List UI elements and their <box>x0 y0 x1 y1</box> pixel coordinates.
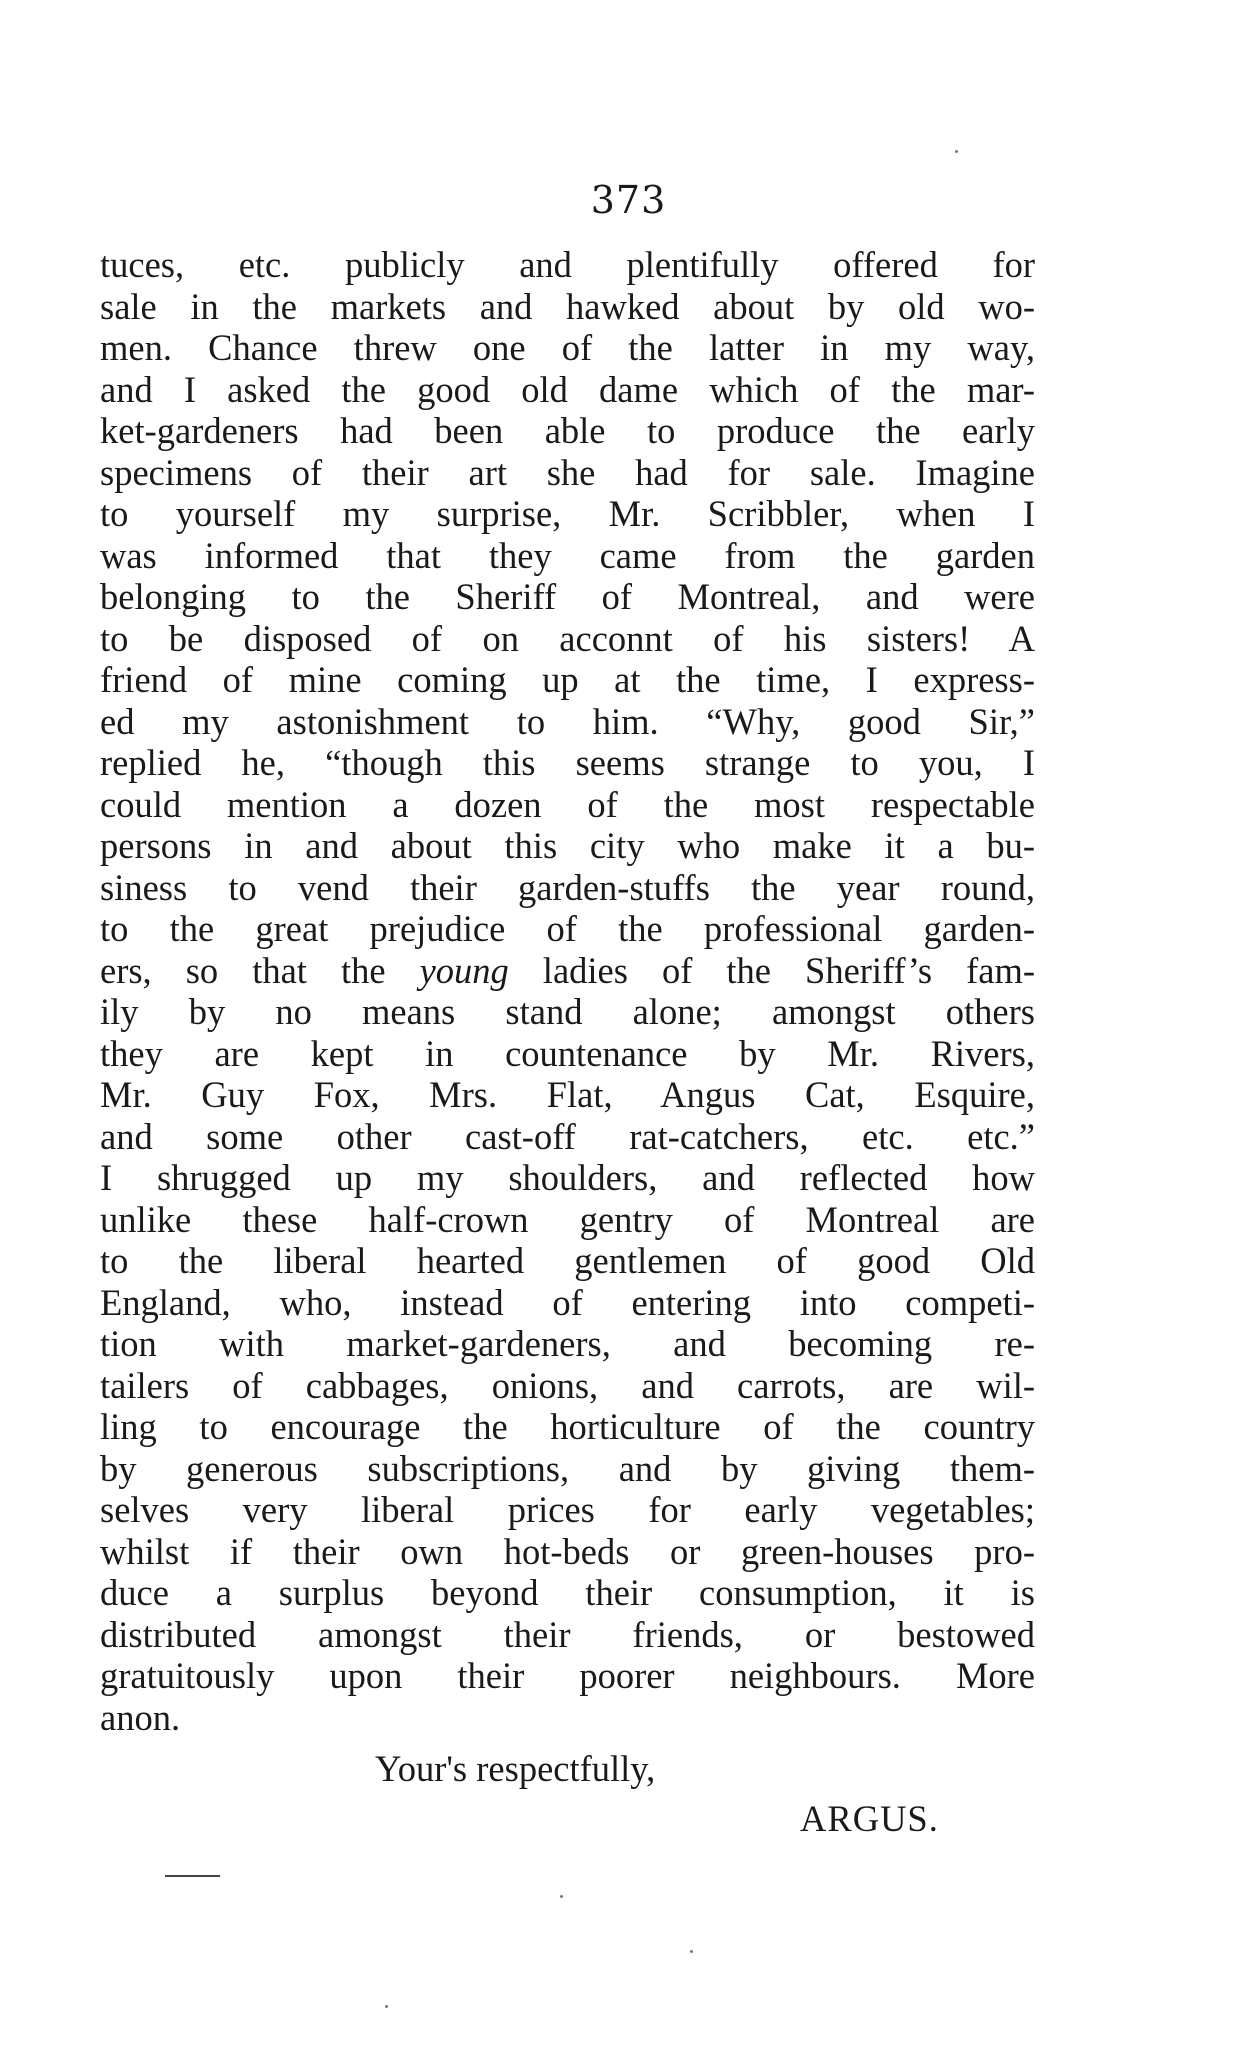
text-line: men. Chance threw one of the latter in my way, <box>100 327 1035 368</box>
text-line: was informed that they came from the garden <box>100 534 1035 576</box>
ink-speck <box>560 1895 563 1898</box>
text-line: tuces, etc. publicly and plentifully offered for <box>100 244 1035 285</box>
text-line: distributed amongst their friends, or bestowed <box>100 1613 1035 1655</box>
text-line: could mention a dozen of the most respectable <box>100 783 1035 825</box>
text-line: ed my astonishment to him. “Why, good Sir,” <box>100 700 1035 742</box>
text-line: to yourself my surprise, Mr. Scribbler, when I <box>100 493 1035 534</box>
text-line: ily by no means stand alone; amongst others <box>100 991 1035 1032</box>
text-line: sale in the markets and hawked about by old wo- <box>100 285 1035 327</box>
text-line: anon. <box>100 1696 181 1738</box>
text-line: to be disposed of on acconnt of his sisters! A <box>100 617 1035 659</box>
text-line: friend of mine coming up at the time, I express- <box>100 659 1035 700</box>
text-line-italic-young: ers, so that the young ladies of the Sheriff’s fam- <box>100 949 1036 991</box>
text-line: Mr. Guy Fox, Mrs. Flat, Angus Cat, Esquire, <box>100 1074 1035 1115</box>
text-line: unlike these half-crown gentry of Montreal are <box>100 1198 1035 1240</box>
text-line: gratuitously upon their poorer neighbours. More <box>100 1655 1035 1696</box>
text-line: tailers of cabbages, onions, and carrots, are wil- <box>100 1364 1035 1406</box>
text-line: they are kept in countenance by Mr. Rivers, <box>100 1032 1035 1074</box>
text-line: selves very liberal prices for early vegetables; <box>100 1489 1035 1530</box>
text-line: and I asked the good old dame which of the mar- <box>100 368 1035 410</box>
text-line: to the great prejudice of the professional garden- <box>100 908 1035 949</box>
text-line: and some other cast-off rat-catchers, etc. etc.” <box>100 1115 1035 1157</box>
letter-signature: ARGUS. <box>800 1798 939 1839</box>
text-line: belonging to the Sheriff of Montreal, and were <box>100 576 1035 617</box>
text-line: persons in and about this city who make it a bu- <box>100 825 1035 866</box>
text-line: ket-gardeners had been able to produce the early <box>100 410 1035 451</box>
ink-speck <box>385 2005 388 2008</box>
text-line: I shrugged up my shoulders, and reflected how <box>100 1157 1035 1198</box>
text-line: to the liberal hearted gentlemen of good Old <box>100 1240 1035 1281</box>
letter-body <box>100 244 1035 1738</box>
text-line: specimens of their art she had for sale. Imagine <box>100 451 1035 493</box>
text-line: siness to vend their garden-stuffs the year round, <box>100 866 1035 908</box>
text-line: replied he, “though this seems strange to you, I <box>100 742 1035 783</box>
letter-closing: Your's respectfully, <box>375 1748 656 1789</box>
text-line: duce a surplus beyond their consumption, it is <box>100 1572 1035 1613</box>
text-line: ling to encourage the horticulture of the country <box>100 1406 1035 1447</box>
ink-speck <box>690 1950 693 1953</box>
divider-rule <box>165 1875 220 1877</box>
text-line: tion with market-gardeners, and becoming re- <box>100 1323 1035 1364</box>
ink-speck <box>955 150 958 153</box>
text-line: by generous subscriptions, and by giving them- <box>100 1447 1035 1489</box>
page-number: 373 <box>590 178 667 222</box>
italic-word: young <box>419 949 509 991</box>
text-line: whilst if their own hot-beds or green-houses pro- <box>100 1530 1035 1572</box>
text-line: England, who, instead of entering into competi- <box>100 1281 1035 1323</box>
